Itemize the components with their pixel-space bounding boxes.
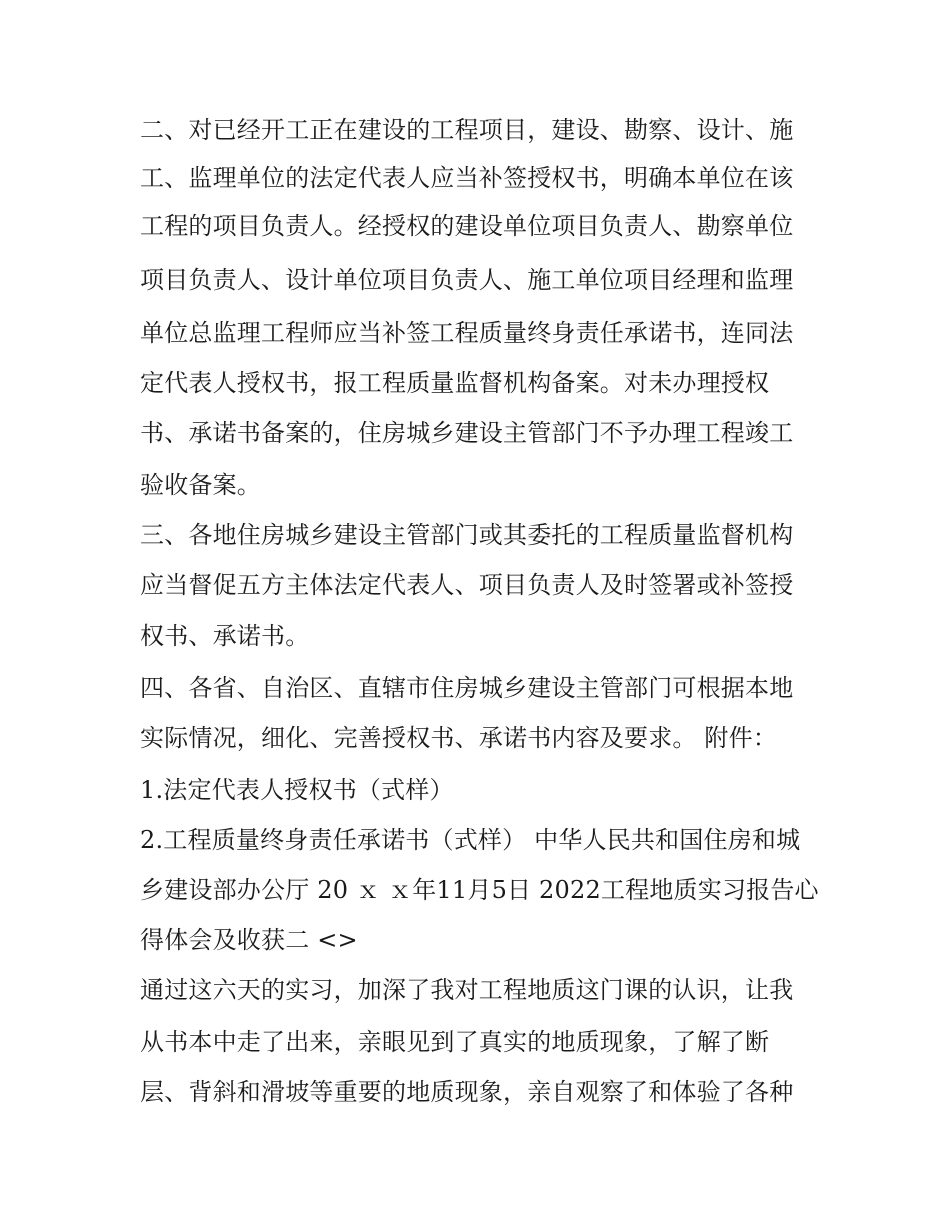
text-line: 验收备案。 xyxy=(140,471,261,499)
text-line: 项目负责人、设计单位项目负责人、施工单位项目经理和监理 xyxy=(140,266,794,294)
text-line: 通过这六天的实习，加深了我对工程地质这门课的认识，让我 xyxy=(140,976,794,1004)
text-line: 层、背斜和滑坡等重要的地质现象，亲自观察了和体验了各种 xyxy=(140,1078,794,1106)
text-line: 1.法定代表人授权书（式样） xyxy=(140,776,454,804)
text-line: 四、各省、自治区、直辖市住房城乡建设主管部门可根据本地 xyxy=(140,674,794,702)
text-line: 权书、承诺书。 xyxy=(140,622,310,650)
text-line: 2.工程质量终身责任承诺书（式样） 中华人民共和国住房和城 xyxy=(140,826,801,854)
text-line: 工、监理单位的法定代表人应当补签授权书，明确本单位在该 xyxy=(140,164,794,192)
text-line: 定代表人授权书，报工程质量监督机构备案。对未办理授权 xyxy=(140,369,770,397)
text-line: 单位总监理工程师应当补签工程质量终身责任承诺书，连同法 xyxy=(140,319,794,347)
text-line: 实际情况，细化、完善授权书、承诺书内容及要求。 附件： xyxy=(140,724,778,752)
text-line: 得体会及收获二 <> xyxy=(140,926,358,954)
text-line: 应当督促五方主体法定代表人、项目负责人及时签署或补签授 xyxy=(140,571,794,599)
text-line: 三、各地住房城乡建设主管部门或其委托的工程质量监督机构 xyxy=(140,521,794,549)
text-line: 工程的项目负责人。经授权的建设单位项目负责人、勘察单位 xyxy=(140,212,794,240)
text-line: 从书本中走了出来，亲眼见到了真实的地质现象，了解了断 xyxy=(140,1028,770,1056)
text-line: 书、承诺书备案的，住房城乡建设主管部门不予办理工程竣工 xyxy=(140,419,794,447)
text-line: 二、对已经开工正在建设的工程项目，建设、勘察、设计、施 xyxy=(140,116,794,144)
text-line: 乡建设部办公厅 20 ｘ ｘ年11月5日 2022工程地质实习报告心 xyxy=(140,876,819,904)
